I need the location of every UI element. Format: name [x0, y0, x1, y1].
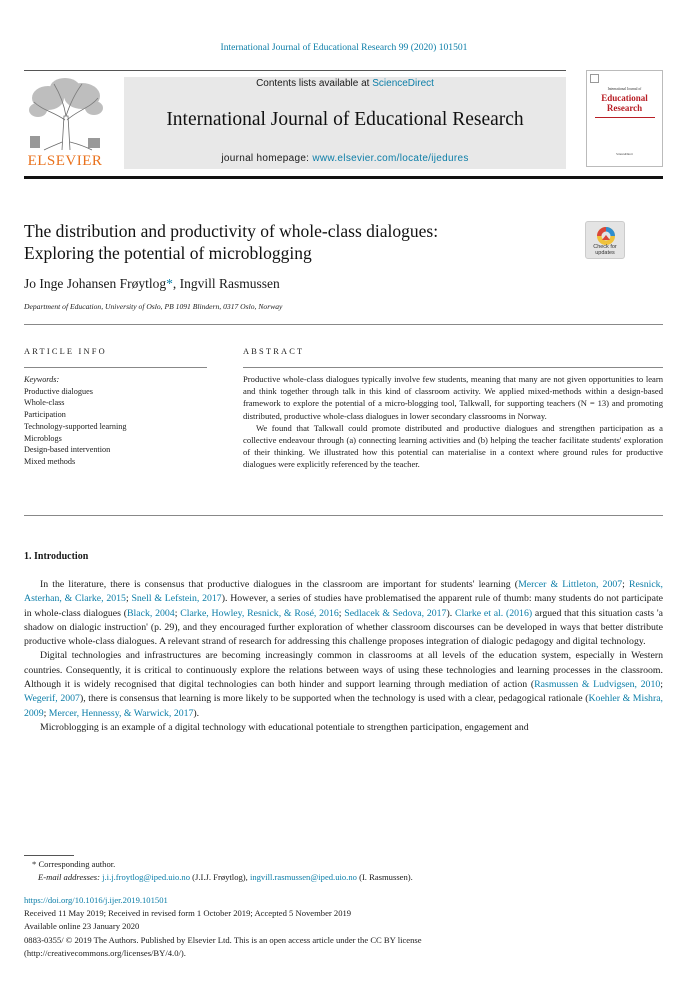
email-label: E-mail addresses:	[38, 872, 103, 882]
body-text-run: In the literature, there is consensus that productive dialogues in the classroom are important for students' learning (	[40, 579, 519, 590]
body-text-run: Digital technologies and infrastructures are becoming increasingly common in classrooms at all levels of the education system, especially in Western countries. Consequently, it is critical to continuously explore the relations between ways of using these technologies and learning processes in the classroom. Although it is widely recognised that digital technologies can both hinder and support learning through mediation of action (	[24, 650, 663, 691]
section-heading-introduction: 1. Introduction	[24, 551, 89, 562]
homepage-prefix: journal homepage:	[221, 153, 313, 164]
keyword: Microblogs	[24, 433, 62, 443]
license-text: (http://creativecommons.org/licenses/BY/4.0/).	[24, 947, 186, 958]
article-info-rule	[24, 367, 207, 368]
cover-title: Educational Research	[601, 93, 648, 113]
email-owner: (J.I.J. Frøytlog),	[190, 872, 250, 882]
body-paragraph	[24, 578, 663, 649]
citation-link[interactable]: Clarke et al. (2016)	[454, 607, 533, 619]
body-paragraph	[24, 721, 663, 735]
contents-prefix: Contents lists available at	[256, 78, 373, 89]
cover-footer: ScienceDirect	[616, 152, 633, 156]
abstract-rule	[243, 367, 663, 368]
body-text-run: ), there is consensus that learning is more likely to be supported when the technology is used with a clear, pedagogical rationale (	[79, 693, 589, 705]
header-thick-rule	[24, 176, 663, 179]
citation-link[interactable]: Rasmussen & Ludvigsen, 2010	[534, 679, 661, 691]
body-text-run: ;	[174, 607, 181, 619]
citation-link[interactable]: Koehler & Mishra, 2009	[24, 693, 664, 719]
journal-homepage-link[interactable]: www.elsevier.com/locate/ijedures	[312, 153, 469, 164]
citation-link[interactable]: Mercer, Hennessy, & Warwick, 2017	[48, 707, 194, 719]
section-divider	[24, 324, 663, 325]
body-text-run: argued that this situation casts 'a shadow on dialogic instruction' (p. 29), and they encouraged further exploration of whether classroom discourses can be developed in ways that better distribute productive whole-class dialogues. A relevant strand of research for addressing this challenge proposes integration of dialogic pedagogy and digital technology.	[24, 607, 663, 648]
sciencedirect-link[interactable]: ScienceDirect	[372, 78, 434, 89]
body-text-run: ;	[125, 593, 132, 605]
header-top-rule	[24, 70, 566, 71]
article-title	[24, 220, 564, 264]
body-text-run: ;	[660, 679, 663, 691]
author-name: Ingvill Rasmussen	[179, 276, 280, 291]
body-text-run: ).	[193, 707, 200, 719]
abstract-paragraph: Productive whole-class dialogues typically involve few students, meaning that many are not given opportunities to learn and think together through talk in this kind of classroom activity. We applied mixed-methods within a design-based framework to explore the potential of a micro-blogging tool, Talkwall, for supporting teachers (N = 13) and promoting distributed, productive whole-class dialogues in lower secondary classrooms in Norway.	[243, 374, 663, 421]
received-dates: Received 11 May 2019; Received in revised form 1 October 2019; Accepted 5 November 2019	[24, 908, 352, 919]
email-owner: (I. Rasmussen).	[356, 872, 413, 882]
citation-link[interactable]: Snell & Lefstein, 2017	[131, 593, 222, 605]
keyword: Productive dialogues	[24, 386, 93, 396]
footnotes	[24, 858, 663, 884]
citation-link[interactable]: Sedlacek & Sedova, 2017	[344, 607, 447, 619]
journal-header-box	[124, 77, 566, 169]
citation-link[interactable]: Mercer & Littleton, 2007	[518, 579, 623, 590]
body-text-run: Microblogging is an example of a digital technology with educational potentiale to strengthen participation, engagement and	[40, 721, 529, 733]
corresponding-author-note: * Corresponding author.	[32, 859, 116, 869]
citation-link[interactable]: Clarke, Howley, Resnick, & Rosé, 2016	[180, 607, 339, 619]
cover-subtitle: International Journal of	[607, 87, 642, 91]
article-info-heading: ARTICLE INFO	[24, 347, 107, 356]
citation-link[interactable]: Black, 2004	[127, 607, 175, 619]
article-title-line-2: Exploring the potential of microblogging	[24, 243, 312, 263]
body-text-run: ;	[43, 707, 49, 719]
abstract-text	[243, 373, 663, 471]
keyword: Mixed methods	[24, 456, 76, 466]
check-updates-label: Check for updates	[593, 244, 617, 256]
article-title-line-1: The distribution and productivity of whole-class dialogues:	[24, 221, 439, 241]
citation-link[interactable]: Wegerif, 2007	[24, 693, 80, 705]
author-affiliation: Department of Education, University of Oslo, PB 1091 Blindern, 0317 Oslo, Norway	[24, 302, 283, 311]
contents-line	[124, 78, 566, 89]
cover-divider	[595, 117, 655, 118]
keywords-label: Keywords:	[24, 375, 60, 384]
cover-emblem-icon	[590, 74, 599, 83]
journal-cover-thumbnail[interactable]	[586, 70, 663, 167]
email-addresses-note	[24, 871, 663, 884]
body-text-run: ;	[622, 579, 629, 590]
author-separator: ,	[172, 276, 180, 291]
keyword: Design-based intervention	[24, 445, 111, 455]
body-paragraph	[24, 649, 663, 720]
keyword: Participation	[24, 410, 66, 420]
keywords-block	[24, 374, 126, 468]
journal-title: International Journal of Educational Research	[166, 109, 524, 130]
keyword: Technology-supported learning	[24, 421, 127, 431]
elsevier-wordmark: ELSEVIER	[27, 153, 103, 169]
author-name: Jo Inge Johansen Frøytlog	[24, 276, 167, 291]
journal-reference-link[interactable]: International Journal of Educational Research 99 (2020) 101501	[220, 42, 468, 53]
corresponding-author-mark[interactable]: *	[166, 276, 173, 291]
doi-link[interactable]: https://doi.org/10.1016/j.ijer.2019.101501	[24, 895, 168, 905]
author-list	[24, 276, 280, 292]
body-text-run: ).	[446, 607, 455, 619]
keyword: Whole-class	[24, 398, 65, 408]
introduction-body	[24, 578, 663, 735]
abstract-paragraph: We found that Talkwall could promote distributed and productive dialogues and strengthen participation as a collective endeavour through (a) connecting learning activities and (b) helping the teacher facilitate students' exploration of their thinking. We illustrated how this potential can materialise in a context where ground rules for productive dialogues were explicitly referenced by the teacher.	[243, 422, 663, 470]
publication-info	[24, 894, 663, 960]
footnote-rule	[24, 855, 74, 856]
section-divider	[24, 515, 663, 516]
license-text: 0883-0355/ © 2019 The Authors. Published by Elsevier Ltd. This is an open access article under the CC BY license	[24, 934, 422, 945]
body-text-run: ;	[338, 607, 345, 619]
email-link[interactable]: j.i.j.froytlog@iped.uio.no	[102, 872, 191, 882]
email-link[interactable]: ingvill.rasmussen@iped.uio.no	[249, 872, 357, 882]
online-date: Available online 23 January 2020	[24, 921, 140, 932]
citation-link[interactable]: Resnick, Asterhan, & Clarke, 2015	[24, 579, 664, 605]
abstract-heading: ABSTRACT	[243, 347, 305, 356]
body-text-run: ). However, a series of studies have problematised the apparent rule of thumb: many students do not participate in whole-class dialogues (	[24, 593, 664, 619]
homepage-line	[124, 153, 566, 164]
check-for-updates-button[interactable]	[585, 221, 625, 259]
